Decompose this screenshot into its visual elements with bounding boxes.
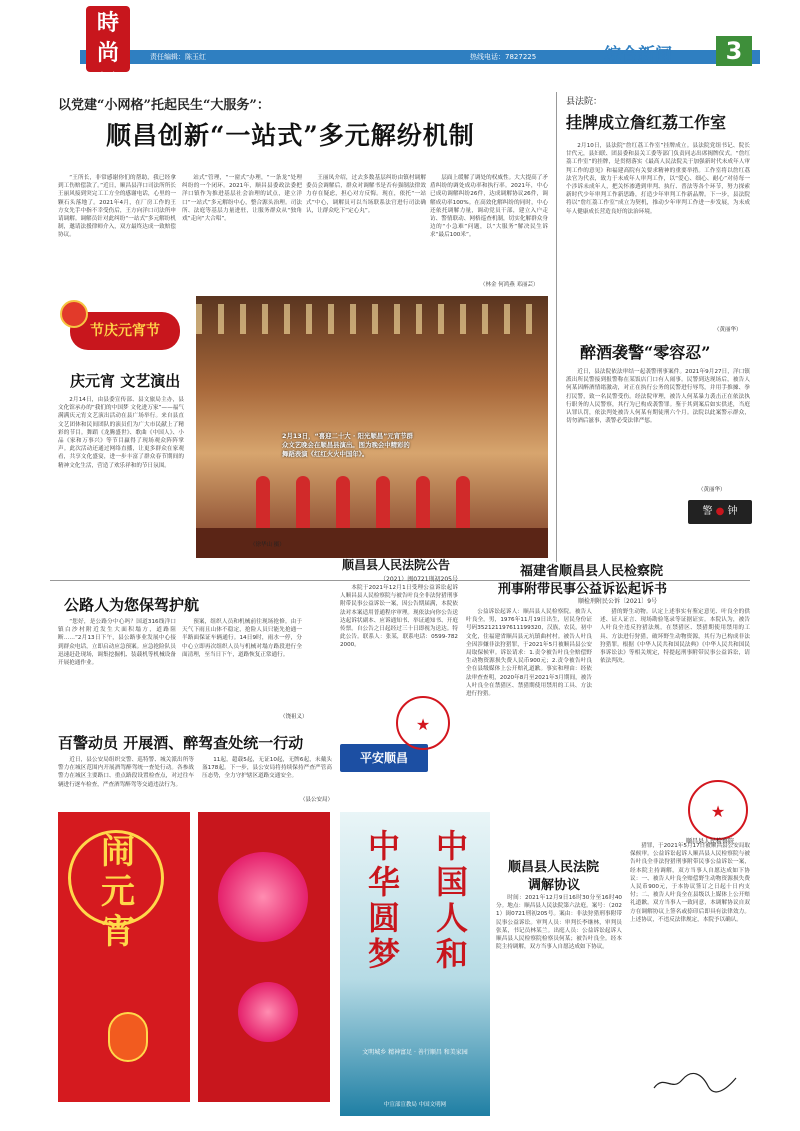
mediation-column-2: 猎罪，于2021年5月17日被顺昌县公安局取保候审。公益诉讼起诉人顺昌县人民检察院与被告叶良全非法狩猎刑事附带民事公益诉讼一案，经本院主持调解，双方当事人自愿达成如下协议：一、被告人叶良全赔偿野生动物资源损失费人民币900元，于本协议签订之日起十日内支付；二、被告人叶良全在县级以上媒体上公开赔礼道歉。双方当事人一致同意，本调解协议自双方在调解协议上签名或捺印后即具有法律效力。上述协议，不违反法律规定，本院予以确认。 <box>630 843 750 923</box>
lead-credit: （林金 何鸿燕 邓丽芸） <box>480 282 539 288</box>
stage-floor <box>196 528 548 558</box>
announcement-headline: 顺昌县人民法院公告 <box>342 558 451 572</box>
poster-slogan: 文明城乡 精神富足 · 善行顺昌 和美家园 <box>362 1049 468 1056</box>
court-body: 2月10日，县法院“詹红荔工作室”挂牌成立。县法院党组书记、院长甘代元，县妇联、团县委和县关工委等部门负责同志出席揭牌仪式。“詹红荔工作室”的挂牌，是贯彻落实《最高人民法院关于加强新时代未成年人审判工作的意见》和福建高院有关要求精神的重要举措。工作室将以詹红荔法官为代表，致力于未成年人审判工作，以“爱心、细心、耐心”对待每一个涉诉未成年人，把关怀渗透到审判、执行、普法等各个环节，努力探索新时代少年审判工作新思路，打造少年审判工作新品牌。下一步，县法院将以“詹红荔工作室”成立为契机，推动少年审判工作进一步发展，为未成年人健康成长营造良好的法治环境。 <box>566 143 750 215</box>
hotline: 热线电话：7827225 <box>470 53 537 61</box>
police-alarm-badge <box>688 500 752 524</box>
star-icon: ★ <box>415 715 431 734</box>
operation-credit: （县公安局） <box>300 797 334 803</box>
prosecutor-doc-no: 顺检刑附民公诉〔2021〕9号 <box>578 598 658 605</box>
poster-title-b: 中国人和 <box>435 827 468 973</box>
lantern-festival-poster <box>58 812 190 1102</box>
safe-shunchang-badge: 平安顺昌 <box>340 744 428 772</box>
lantern-icon <box>60 300 88 328</box>
operation-column-1: 近日，县公安局组织交警、巡特警、城关派出所等警力在城区范围内开展酒驾醉驾统一查处行动。各参战警力在城区主要路口、重点路段设置检查点，对过往车辆进行逐车检查，严查酒驾醉驾等交通违法行为。 <box>58 757 194 788</box>
mediation-headline-1: 顺昌县人民法院 <box>508 860 600 875</box>
peony-icon <box>218 852 308 942</box>
culture-headline: 庆元宵 文艺演出 <box>70 372 181 390</box>
photo-caption: 2月13日，“喜迎二十大 · 阳光顺昌”元宵节群众文艺晚会在顺昌县演出。图为晚会中精彩的舞蹈表演《红红火火中国年》。 <box>282 432 413 458</box>
prosecutor-headline-2: 刑事附带民事公益诉讼起诉书 <box>498 582 668 597</box>
lead-column-3: 王丽凤介绍，过去多数基层纠纷由镇村调解委员会调解后，群众对调解书是否有强制法律效力存在疑虑，担心对方反悔。现在，依托“一站式”中心，调解员可以当场联系法官进行司法确认，让群众吃下“定心丸”。 <box>306 175 426 214</box>
announcement-case-no: （2021）闽0721刑初205号 <box>380 576 458 583</box>
police-headline: 醉酒袭警“零容忍” <box>580 343 711 362</box>
court-credit: （黄丽华） <box>714 327 742 333</box>
operation-headline: 百警动员 开展酒、醉驾查处统一行动 <box>58 734 304 752</box>
poster-org: 中宣部宣教局 中国文明网 <box>383 1102 447 1108</box>
court-kicker: 县法院： <box>566 97 603 107</box>
police-body: 近日，县法院依法审结一起袭警刑事案件。2021年9月27日，洋口镇派出所民警接到报警称在某饭店门口有人闹事。民警到达现场后，被告人何某因醉酒情绪激动，对正在执行公务的民警进行辱骂，并用手推搡、拳打民警，致一名民警受伤。经法院审理，被告人何某暴力袭击正在依法执行职务的人民警察，其行为已构成袭警罪。鉴于其到案后如实供述，当庭认罪认罚，依法判处被告人何某有期徒刑六个月。法院以此案警示群众，切勿酒后滋事，袭警必受法律严惩。 <box>566 369 750 425</box>
prosecutor-column-1: 公益诉讼起诉人：顺昌县人民检察院。被告人叶良全，男，1976年11月19日出生，居民身份证号码352121197611199320，汉族，农民，初中文化，住福建省顺昌县元坑镇曲村村。被告人叶良全因涉嫌非法狩猎罪，于2021年5月被顺昌县公安局取保候审。诉讼请求：1.责令被告叶良全赔偿野生动物资源损失费人民币900元；2.责令被告叶良全在县级媒体上公开赔礼道歉。事实和理由：经依法审查查明，2020年8月至2021年3月期间，被告人叶良全在禁猎区、禁猎期使用禁用的工具、方法进行狩猎。 <box>466 609 592 698</box>
prosecutor-column-2: 猎的野生动物。认定上述事实有鉴定意见、叶良全的供述、证人证言、现场勘验笔录等证据证实。本院认为，被告人叶良全违反狩猎法规，在禁猎区、禁猎期使用禁用的工具、方法进行狩猎，破坏野生动物资源，其行为已构成非法狩猎罪。根据《中华人民共和国民法典》《中华人民共和国民事诉讼法》等相关规定，特提起刑事附带民事公益诉讼，请依法判决。 <box>600 609 750 665</box>
culture-body: 2月14日，由县委宣传部、县文旅局主办，县文化馆承办的“我们的中国梦 文化进万家”——福气满满庆元宵文艺演出活动在县广场举行。来自县直文艺团体和民间团队的演员们为广大市民献上了精彩的节目。舞蹈《龙腾盛世》、歌曲《中国人》、小品《家和万事兴》等节目赢得了现场观众阵阵掌声。此次活动还通过网络直播，让更多群众在家观看，共享文化盛宴，进一步丰富了群众春节期间的精神文化生活，营造了欢乐祥和的节日氛围。 <box>58 397 184 469</box>
prosecutor-seal <box>688 780 748 840</box>
section-name: 综合新闻 <box>604 45 672 65</box>
road-headline: 公路人为您保驾护航 <box>64 596 200 614</box>
mediation-headline-2: 调解协议 <box>528 878 581 893</box>
handwritten-signature <box>650 1070 740 1094</box>
star-icon: ★ <box>710 802 726 821</box>
peony-icon <box>238 982 298 1042</box>
photo-credit: （徐华山 摄） <box>250 542 285 548</box>
lead-column-1: “王所长，非常感谢你们的帮助，我已经拿到工伤赔偿款了。”近日，顺昌县洋口司法所所长王丽风接到突完工工方全的感谢电话，心里的一颗石头落地了。2021年4月，在厂房工作的王方女先手中指不幸受伤后，王方向洋口司法所申请调解。调解员针对此纠纷“一站式”多元解纷机制，邀请法援律师介入，双方最终达成一致赔偿协议。 <box>58 175 176 239</box>
festival-poster <box>198 812 330 1102</box>
masthead-logo <box>86 6 130 96</box>
stage-photo <box>196 296 548 558</box>
column-divider <box>556 92 557 562</box>
festival-banner: 节庆元宵节 <box>70 312 180 350</box>
lantern-icon <box>108 1012 148 1062</box>
logo-text: 時尚昌 <box>96 10 119 96</box>
dancer-figure <box>256 476 270 530</box>
road-column-1: “您好，是公路分中心吗？国道316线洋口镇白沙村附近发生大面积塌方，道路阻断……”2月13日下午，县公路事业发展中心接到群众电话，立即启动应急预案。应急抢险队员迅速赶赴现场，调集挖掘机、装载机等机械设备开展抢通作业。 <box>58 619 176 667</box>
poster-title-a: 中华圆梦 <box>367 827 400 973</box>
dancer-figure <box>456 476 470 530</box>
lead-headline: 顺昌创新“一站式”多元解纷机制 <box>106 121 475 150</box>
police-credit: （黄丽华） <box>698 487 726 493</box>
prosecutor-headline-1: 福建省顺昌县人民检察院 <box>520 564 664 579</box>
poster-title: 闹元宵 <box>101 832 135 952</box>
lead-kicker: 以党建“小网格”托起民生“大服务”： <box>58 98 270 113</box>
alarm-icon: ● <box>715 506 725 517</box>
lead-column-4: 层面上缓解了调处的权威性。大大提高了矛盾纠纷的调处成功率和执行率。2021年，中心已成功调解纠纷26件，达成调解协议26件，调解成功率100%。在高效化解纠纷的同时，中心还依托调解力量，调动党员干部，建立入户走访、警情联动、网格巡查机制，切实化解群众身边的“小急难”问题，以“大服务”解决民生诉求“最后100米”。 <box>430 175 548 239</box>
lead-column-2: 站式”管理，“一窗式”办理，“一条龙”处理纠纷的一个闭环。2021年，顺昌县委政法委把洋口镇作为推进基层社会治理的试点，建立洋口“一站式”多元解纷中心，整合源头治理。司法所、法庭等基层力量进驻，让服务群众从“独角戏”走向“大合唱”。 <box>182 175 302 223</box>
chinese-dream-poster <box>340 812 490 1116</box>
mediation-column-1: 时间：2021年12月9日16时30分至16时40分。地点：顺昌县人民法院第六法庭。案号：（2021）闽0721刑初205号。案由：非法狩猎刑事附带民事公益诉讼。审判人员：审判长李继林，审判员张某，书记员林某兰。出庭人员：公益诉讼起诉人顺昌县人民检察院检察员何某；被告叶良全。经本院主持调解，双方当事人自愿达成如下协议。 <box>496 895 622 951</box>
editor-credit: 责任编辑：陈玉红 <box>150 53 206 61</box>
road-credit: （饶祖义） <box>280 714 308 720</box>
stage-lights <box>196 304 548 334</box>
badge-text-a: 警 <box>702 506 713 517</box>
court-seal <box>396 696 450 750</box>
dancer-figure <box>416 476 430 530</box>
badge-text-b: 钟 <box>727 506 738 517</box>
road-column-2: 预案，组织人员和机械前往现场抢修。由于天气下雨且山体不稳定，抢险人员只能先抢通一半路面保证车辆通行。14日9时，雨水一停，分中心立即再次组织人员与机械对塌方路段进行全面清理，至当日下午，道路恢复正常通行。 <box>182 619 302 658</box>
court-headline: 挂牌成立詹红荔工作室 <box>566 113 727 132</box>
operation-column-2: 11起，超载5起，无证10起，无牌6起，未戴头盔178起。下一步，县公安局将持续保持严查严管高压态势，全力守护辖区道路交通安全。 <box>202 757 332 780</box>
page-number: 3 <box>716 36 752 66</box>
announcement-body: 本院于2021年12月1日受理公益诉讼起诉人顺昌县人民检察院与被告叶良全非法狩猎刑事附带民事公益诉讼一案，因公告期届满，本院依法对本案适用普通程序审理。现依法向你公告送达起诉状副本、应诉通知书、举证通知书、开庭传票。自公告之日起经过三十日即视为送达。特此公告。联系人：张某，联系电话：0599-7822000。 <box>340 585 458 649</box>
prosecutor-signature: 顺昌县人民检察院 <box>686 838 735 845</box>
